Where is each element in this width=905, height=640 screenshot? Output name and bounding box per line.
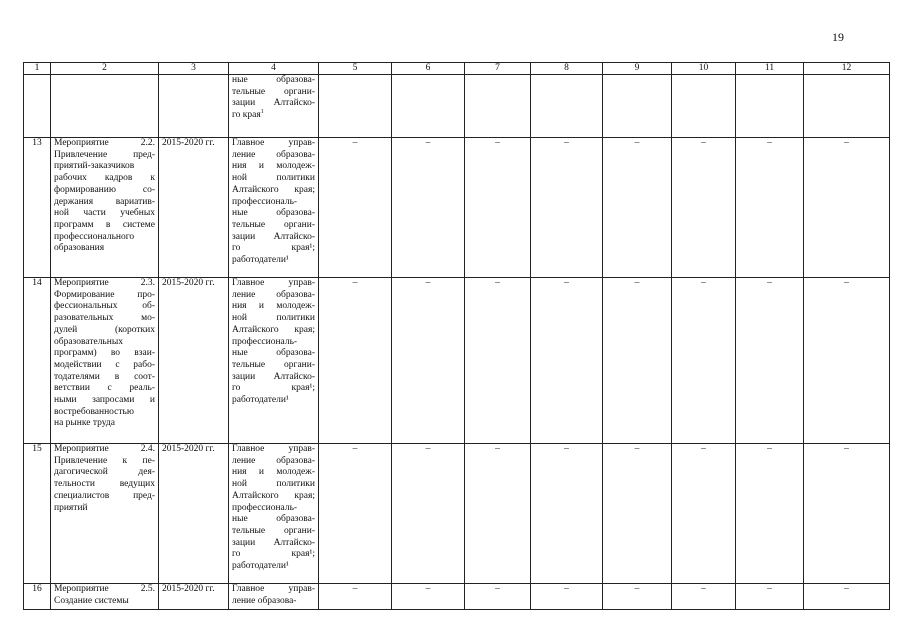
funding-value-col-8 bbox=[531, 75, 603, 138]
funding-value-col-10 bbox=[672, 75, 736, 138]
responsible-executor-line: работодатели¹ bbox=[232, 395, 289, 406]
header-row bbox=[24, 63, 890, 75]
responsible-executor-line: го края¹; bbox=[232, 243, 315, 254]
funding-value-col-8: – bbox=[531, 278, 603, 444]
responsible-executor-line: Главное управ- bbox=[232, 444, 315, 454]
funding-value-col-7: – bbox=[465, 138, 531, 278]
funding-value-col-6 bbox=[392, 75, 465, 138]
responsible-executor bbox=[229, 75, 319, 138]
row-number: 16 bbox=[24, 584, 51, 610]
column-header-7: 7 bbox=[465, 63, 531, 75]
funding-value-col-12: – bbox=[804, 584, 890, 610]
column-header-3: 3 bbox=[159, 63, 229, 75]
responsible-executor-line: Главное управ- bbox=[232, 138, 315, 148]
funding-value-col-8: – bbox=[531, 138, 603, 278]
activity-description-line: профессионального bbox=[54, 231, 135, 242]
funding-value-col-6: – bbox=[392, 584, 465, 610]
responsible-executor-line: ной политики bbox=[232, 479, 315, 490]
activity-description-line: Привлечение пред- bbox=[54, 149, 155, 160]
funding-value-col-10: – bbox=[672, 278, 736, 444]
activity-description-line: на рынке труда bbox=[54, 418, 115, 429]
funding-value-col-12 bbox=[804, 75, 890, 138]
column-header-6: 6 bbox=[392, 63, 465, 75]
funding-value-col-9: – bbox=[603, 138, 672, 278]
responsible-executor-line: тельные органи- bbox=[232, 525, 315, 536]
activity-description-line: разовательных мо- bbox=[54, 313, 155, 324]
activity-description-line: ной части учебных bbox=[54, 208, 155, 219]
funding-value-col-5 bbox=[319, 75, 392, 138]
funding-value-col-7: – bbox=[465, 278, 531, 444]
funding-value-col-12: – bbox=[804, 444, 890, 584]
responsible-executor-line: профессиональ- bbox=[232, 336, 298, 347]
activity-description-line: образования bbox=[54, 243, 105, 254]
responsible-executor-line: работодатели¹ bbox=[232, 255, 289, 266]
responsible-executor-line: профессиональ- bbox=[232, 502, 298, 513]
responsible-executor-line: го края¹; bbox=[232, 549, 315, 560]
responsible-executor bbox=[229, 444, 319, 584]
funding-value-col-7 bbox=[465, 75, 531, 138]
column-header-2: 2 bbox=[51, 63, 159, 75]
responsible-executor-line: ной политики bbox=[232, 313, 315, 324]
responsible-executor-line: ные образова- bbox=[232, 514, 315, 525]
funding-value-col-10: – bbox=[672, 444, 736, 584]
activity-description-line: программ) во взаи- bbox=[54, 348, 155, 359]
responsible-executor-line: ния и молодеж- bbox=[232, 301, 315, 312]
funding-value-col-11 bbox=[736, 75, 804, 138]
activity-description-line: дулей (коротких bbox=[54, 324, 155, 335]
table-row bbox=[24, 278, 890, 444]
column-header-11: 11 bbox=[736, 63, 804, 75]
responsible-executor-line: тельные органи- bbox=[232, 219, 315, 230]
responsible-executor-line: Алтайского края; bbox=[232, 184, 315, 195]
activity-description-line: Формирование про- bbox=[54, 289, 155, 300]
activity-description-line: Мероприятие 2.2. bbox=[54, 138, 155, 148]
activity-description-line: ветствии с реаль- bbox=[54, 383, 155, 394]
responsible-executor-line: ление образова- bbox=[232, 149, 315, 160]
activity-description-line: рабочих кадров к bbox=[54, 173, 155, 184]
funding-value-col-5: – bbox=[319, 584, 392, 610]
activity-description bbox=[51, 278, 159, 444]
row-number: 13 bbox=[24, 138, 51, 278]
activity-description-line: востребованностью bbox=[54, 406, 134, 417]
implementation-period: 2015-2020 гг. bbox=[159, 444, 229, 584]
funding-value-col-12: – bbox=[804, 138, 890, 278]
table-row bbox=[24, 584, 890, 610]
row-number bbox=[24, 75, 51, 138]
activity-description-line: формированию со- bbox=[54, 184, 155, 195]
table-row bbox=[24, 444, 890, 584]
funding-value-col-7: – bbox=[465, 444, 531, 584]
column-header-9: 9 bbox=[603, 63, 672, 75]
activity-description-line: дагогической дея- bbox=[54, 467, 155, 478]
column-header-10: 10 bbox=[672, 63, 736, 75]
funding-value-col-10: – bbox=[672, 584, 736, 610]
program-activities-table bbox=[23, 62, 890, 610]
table-row bbox=[24, 75, 890, 138]
column-header-1: 1 bbox=[24, 63, 51, 75]
activity-description-line: модействии с рабо- bbox=[54, 359, 155, 370]
funding-value-col-5: – bbox=[319, 444, 392, 584]
funding-value-col-9: – bbox=[603, 584, 672, 610]
responsible-executor-line: тельные органи- bbox=[232, 86, 315, 97]
responsible-executor-line: ной политики bbox=[232, 173, 315, 184]
activity-description-line: Мероприятие 2.3. bbox=[54, 278, 155, 288]
funding-value-col-6: – bbox=[392, 444, 465, 584]
responsible-executor-line: зации Алтайско- bbox=[232, 231, 315, 242]
responsible-executor-line: ление образова- bbox=[232, 289, 315, 300]
responsible-executor-line: зации Алтайско- bbox=[232, 98, 315, 109]
activity-description bbox=[51, 138, 159, 278]
table-body bbox=[24, 75, 890, 610]
funding-value-col-9: – bbox=[603, 444, 672, 584]
footnote-mark: 1 bbox=[260, 108, 264, 115]
activity-description-line: Мероприятие 2.5. bbox=[54, 584, 155, 594]
activity-description-line: держания вариатив- bbox=[54, 196, 155, 207]
responsible-executor bbox=[229, 138, 319, 278]
funding-value-col-11: – bbox=[736, 444, 804, 584]
row-number: 15 bbox=[24, 444, 51, 584]
column-header-4: 4 bbox=[229, 63, 319, 75]
responsible-executor-line: ные образова- bbox=[232, 348, 315, 359]
page-number: 19 bbox=[832, 30, 844, 44]
funding-value-col-5: – bbox=[319, 138, 392, 278]
activity-description bbox=[51, 584, 159, 610]
funding-value-col-7: – bbox=[465, 584, 531, 610]
responsible-executor-line: ление образова- bbox=[232, 455, 315, 466]
funding-value-col-9 bbox=[603, 75, 672, 138]
responsible-executor-line: го края¹; bbox=[232, 383, 315, 394]
activity-description-line: тодателями в соот- bbox=[54, 371, 155, 382]
table-row bbox=[24, 138, 890, 278]
funding-value-col-10: – bbox=[672, 138, 736, 278]
implementation-period: 2015-2020 гг. bbox=[159, 584, 229, 610]
activity-description-line: образовательных bbox=[54, 336, 123, 347]
responsible-executor-line: ные образова- bbox=[232, 208, 315, 219]
responsible-executor-line: Главное управ- bbox=[232, 584, 315, 594]
responsible-executor-line: тельные органи- bbox=[232, 359, 315, 370]
responsible-executor-line: ление образова- bbox=[232, 595, 297, 606]
funding-value-col-11: – bbox=[736, 138, 804, 278]
responsible-executor-line: работодатели¹ bbox=[232, 561, 289, 572]
responsible-executor-line: зации Алтайско- bbox=[232, 537, 315, 548]
activity-description-line: фессиональных об- bbox=[54, 301, 155, 312]
funding-value-col-12: – bbox=[804, 278, 890, 444]
activity-description-line: тельности ведущих bbox=[54, 479, 155, 490]
column-header-8: 8 bbox=[531, 63, 603, 75]
activity-description-line: приятий-заказчиков bbox=[54, 161, 135, 172]
responsible-executor-line: зации Алтайско- bbox=[232, 371, 315, 382]
column-header-12: 12 bbox=[804, 63, 890, 75]
column-header-5: 5 bbox=[319, 63, 392, 75]
activity-description bbox=[51, 75, 159, 138]
activity-description-line: программ в системе bbox=[54, 219, 155, 230]
activity-description-line: специалистов пред- bbox=[54, 490, 155, 501]
funding-value-col-6: – bbox=[392, 278, 465, 444]
responsible-executor-line: го края$^1$ bbox=[232, 108, 264, 121]
funding-value-col-8: – bbox=[531, 584, 603, 610]
responsible-executor-line: Алтайского края; bbox=[232, 324, 315, 335]
activity-description bbox=[51, 444, 159, 584]
implementation-period bbox=[159, 75, 229, 138]
responsible-executor-line: Алтайского края; bbox=[232, 490, 315, 501]
funding-value-col-8: – bbox=[531, 444, 603, 584]
implementation-period: 2015-2020 гг. bbox=[159, 278, 229, 444]
activity-description-line: ными запросами и bbox=[54, 395, 155, 406]
activity-description-line: Мероприятие 2.4. bbox=[54, 444, 155, 454]
funding-value-col-9: – bbox=[603, 278, 672, 444]
responsible-executor-line: ния и молодеж- bbox=[232, 467, 315, 478]
responsible-executor-line: ния и молодеж- bbox=[232, 161, 315, 172]
funding-value-col-5: – bbox=[319, 278, 392, 444]
responsible-executor-line: Главное управ- bbox=[232, 278, 315, 288]
funding-value-col-11: – bbox=[736, 584, 804, 610]
activity-description-line: Создание системы bbox=[54, 595, 129, 606]
activity-description-line: приятий bbox=[54, 502, 88, 513]
responsible-executor-line: ные образова- bbox=[232, 75, 315, 85]
funding-value-col-6: – bbox=[392, 138, 465, 278]
activity-description-line: Привлечение к пе- bbox=[54, 455, 155, 466]
responsible-executor bbox=[229, 584, 319, 610]
implementation-period: 2015-2020 гг. bbox=[159, 138, 229, 278]
responsible-executor bbox=[229, 278, 319, 444]
funding-value-col-11: – bbox=[736, 278, 804, 444]
responsible-executor-line: профессиональ- bbox=[232, 196, 298, 207]
row-number: 14 bbox=[24, 278, 51, 444]
